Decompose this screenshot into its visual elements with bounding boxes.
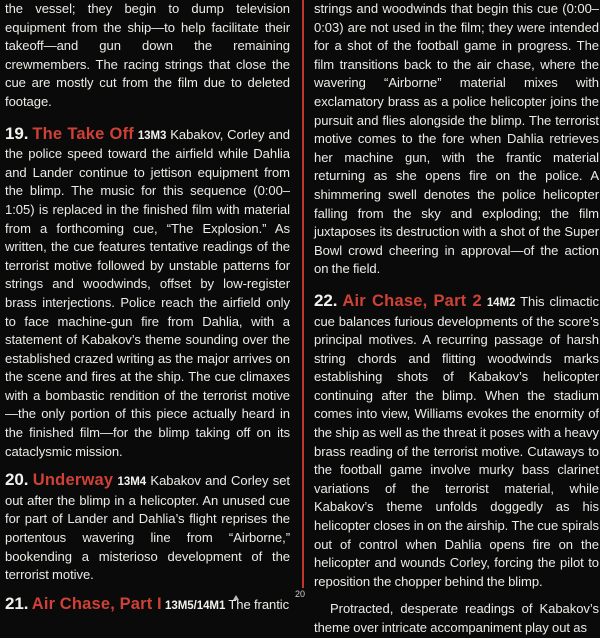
cue-code: 13M5/14M1	[165, 599, 226, 612]
cue-number: 19.	[5, 123, 29, 143]
cue-text: Kabakov and Corley set out after the blimp in a helicopter. An unused cue for part of Lander and Dahlia’s flight reprises the portentous wavering line from “Airborne,” bookending a misterioso development of the terrorist motive.	[5, 473, 290, 583]
final-paragraph: Protracted, desperate readings of Kabakov’s theme over intricate accompaniment play out as	[314, 601, 599, 635]
page-number: 20	[294, 589, 305, 599]
cue-number: 20.	[5, 470, 29, 490]
cue-code: 14M2	[486, 296, 516, 309]
cue-title: The Take Off	[32, 124, 134, 143]
continuation-paragraph: strings and woodwinds that begin this cue (0:00–0:03) are not used in the film; they were intended for a shot of the football game in progress. The film transitions back to the air chase, where the wavering “Airborne” material mixes with exclamatory brass as a police helicopter joins the pursuit and flies alongside the blimp. The terrorist motive comes to the fore when Dahlia retrieves her machine gun, with the frantic material returning as she opens fire on the police. A shimmering swell denotes the police helicopter falling from the sky and exploding; the film juxtaposes its destruction with a shot of the Super Bowl crowd cheering in approval—of the action on the field.	[314, 1, 599, 277]
cue-number: 22.	[314, 290, 338, 310]
cue-title: Air Chase, Part 2	[342, 291, 482, 310]
cue-22	[314, 292, 599, 592]
cue-text: This climactic cue balances furious developments of the score’s principal motives. A recurring passage of harsh string chords and flitting woodwinds marks establishing shots of Kabakov’s helicopter continuing after the blimp. When the stadium comes into view, Williams evokes the enormity of the ship as well as the threat it poses with a heavy brass reading of the terrorist motive. Cutaways to the football game involve murky bass clarinet variations of the terrorist material, while Kabakov’s theme unfolds doggedly as his helicopter closes in on the airship. The cue spirals out of control when Dahlia opens fire on the helicopter and wounds Corley, forcing the pilot to reposition the chopper behind the blimp.	[314, 293, 600, 589]
intro-paragraph: the vessel; they begin to dump television equipment from the ship—to help facilitate their takeoff—and gun down the remaining crewmembers. The racing strings that close the cue are mostly cut from the film due to deleted footage.	[5, 1, 290, 109]
cue-title: Underway	[32, 471, 114, 490]
cue-20	[5, 471, 290, 585]
cue-text: The frantic	[228, 596, 290, 612]
left-column	[5, 0, 290, 613]
column-divider	[302, 0, 304, 588]
right-column	[314, 0, 600, 635]
cue-text: Kabakov, Corley and the police speed toward the airfield while Dahlia and Lander continue to jettison equipment from the blimp. The music for this sequence (0:00–1:05) is replaced in the finished film with material from a forthcoming cue, “The Explosion.” As written, the cue features tentative readings of the terrorist motive followed by unstable patterns for strings and woodwinds, offset by low-register brass interjections. Police reach the airfield only to face machine-gun fire from Dahlia, with a statement of Kabakov’s theme sounding over the established crazed writing as the major arrives on the scene and fires at the ship. The cue climaxes with a bombastic rendition of the terrorist motive—the only portion of this piece actually heard in the finished film—for the blimp taking off on its cataclysmic mission.	[5, 126, 290, 459]
cue-19	[5, 125, 290, 462]
cue-title: Air Chase, Part I	[31, 594, 162, 613]
cue-number: 21.	[5, 593, 29, 613]
cue-code: 13M3	[137, 129, 167, 142]
cue-code: 13M4	[117, 476, 147, 489]
